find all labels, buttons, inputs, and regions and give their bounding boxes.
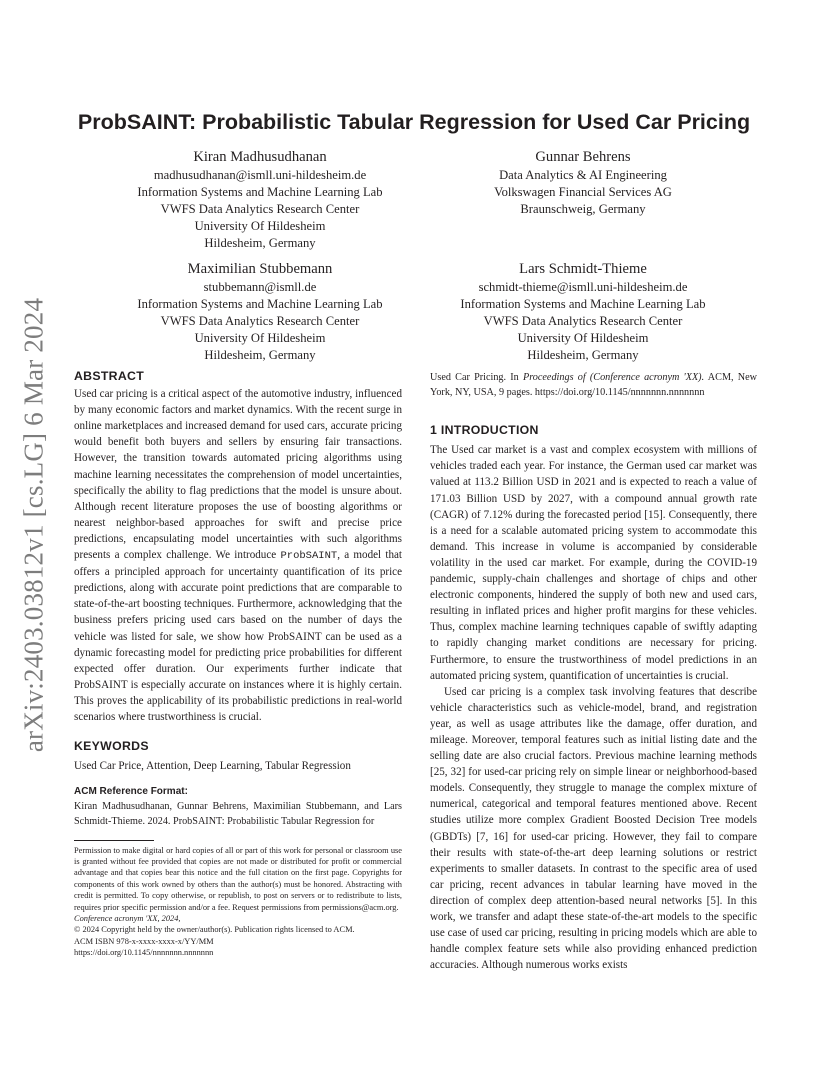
author-affiliation: Data Analytics & AI Engineering <box>499 168 667 182</box>
introduction-heading: 1 INTRODUCTION <box>430 423 539 438</box>
author-affiliation: VWFS Data Analytics Research Center <box>160 201 360 216</box>
author-location: Hildesheim, Germany <box>204 235 316 250</box>
author-affiliation: Information Systems and Machine Learning Lab <box>137 184 383 199</box>
author-affiliation: Information Systems and Machine Learning Lab <box>460 296 706 311</box>
model-name: ProbSAINT <box>280 550 338 563</box>
keywords-text: Used Car Price, Attention, Deep Learning, Tabular Regression <box>74 760 351 773</box>
author-affiliation: VWFS Data Analytics Research Center <box>483 313 683 328</box>
rights-line: © 2024 Copyright held by the owner/author(s). Publication rights licensed to ACM. <box>74 925 355 935</box>
ccs-suffix: ACM, New York, NY, USA, 9 pages. https://doi.org/10.1145/nnnnnnn.nnnnnnn <box>430 372 758 398</box>
arxiv-identifier: arXiv:2403.03812v1 [cs.LG] 6 Mar 2024 <box>18 297 49 753</box>
author-email: stubbemann@ismll.de <box>203 280 317 294</box>
abstract-text <box>74 386 402 725</box>
author-name: Gunnar Behrens <box>535 149 631 165</box>
footnote-divider <box>74 840 154 841</box>
author-affiliation: University Of Hildesheim <box>194 218 326 233</box>
acm-reference-heading: ACM Reference Format: <box>74 786 188 798</box>
acm-reference-text: Kiran Madhusudhanan, Gunnar Behrens, Maximilian Stubbemann, and Lars Schmidt-Thieme. 2024. ProbSAINT: Probabilistic Tabular Regression for <box>74 801 402 827</box>
author-affiliation: Information Systems and Machine Learning Lab <box>137 296 383 311</box>
author-block-4 <box>418 260 748 364</box>
copyright-block <box>74 845 402 959</box>
author-name: Maximilian Stubbemann <box>187 261 333 277</box>
right-column <box>430 371 757 973</box>
author-email: madhusudhanan@ismll.uni-hildesheim.de <box>153 168 367 182</box>
author-name: Lars Schmidt-Thieme <box>519 261 647 277</box>
author-location: Braunschweig, Germany <box>520 201 646 216</box>
acm-reference-continued <box>430 371 757 400</box>
left-column <box>74 368 402 959</box>
conference-line: Conference acronym 'XX, 2024, <box>74 913 181 923</box>
permission-notice: Permission to make digital or hard copies of all or part of this work for personal or classroom use is granted without fee provided that copies are not made or distributed for profit or commercial advantage and that copies bear this notice and the full citation on the first page. Copyrights for components of this work owned by others than the author(s) must be honored. Abstracting with credit is permitted. To copy otherwise, or republish, to post on servers or to redistribute to lists, requires prior specific permission and/or a fee. Request permissions from permissions@acm.org. <box>74 845 402 912</box>
doi-line: https://doi.org/10.1145/nnnnnnn.nnnnnnn <box>74 948 214 958</box>
author-email: schmidt-thieme@ismll.uni-hildesheim.de <box>478 280 688 294</box>
author-block-3 <box>95 260 425 364</box>
author-location: Hildesheim, Germany <box>527 347 639 362</box>
author-affiliation: VWFS Data Analytics Research Center <box>160 313 360 328</box>
paper-title: ProbSAINT: Probabilistic Tabular Regression for Used Car Pricing <box>77 110 751 134</box>
introduction-paragraph-2: Used car pricing is a complex task involving features that describe vehicle characteristics such as vehicle-model, brand, and registration year, as well as usage attributes like the damage, offer duration, and mileage. Moreover, temporal features such as initial listing date and the selling date are also crucial factors. Previous machine learning methods [25, 32] for used-car pricing rely on simple linear or neighborhood-based models. Consequently, they struggle to manage the complex mixture of numerical, categorical and temporal features mentioned above. Recent studies utilize more complex Gradient Boosted Decision Tree models (GBDTs) [7, 16] for used-car pricing. However, they fail to compare their results with state-of-the-art deep learning solutions or restrict experiments to smaller datasets. In contrast to the specific area of used car pricing, recent advances in tabular learning have moved in the direction of complex deep attention-based neural networks [5]. In this work, we transfer and adapt these state-of-the-art models to the specific use case of used car pricing, resulting in pricing models which are able to handle complex feature sets while also providing enhanced prediction accuracies. Although numerous works exists <box>430 685 757 972</box>
ccs-prefix: Used Car Pricing. In <box>430 372 523 383</box>
author-name: Kiran Madhusudhanan <box>193 149 327 165</box>
ccs-proceedings: Proceedings of (Conference acronym 'XX). <box>522 372 705 383</box>
author-affiliation: Volkswagen Financial Services AG <box>494 184 672 199</box>
introduction-paragraph-1: The Used car market is a vast and complex ecosystem with millions of vehicles traded each year. For instance, the German used car market was valued at 113.2 Billion USD in 2021 and is expected to reach a value of 171.03 Billion USD by 2027, with a compound annual growth rate (CAGR) of 7.12% during the forecasted period [15]. Consequently, there is a need for a scalable automated pricing system to accommodate this demand. This increase in volume is accompanied by considerable volatility in the used car market. For example, during the COVID-19 pandemic, supply-chain challenges and shortage of chips and other electronic components, hindered the supply of both new and used cars, resulting in inflated prices and higher profit margins for these vehicles. Thus, complex machine learning techniques capable of swiftly adapting to rapidly changing market conditions are necessary for pricing. Furthermore, to ensure the trustworthiness of model predictions in an automated pricing system, quantification of uncertainties is crucial. <box>430 444 757 682</box>
abstract-text-part: , a model that offers a principled approach for uncertainty quantification of its price predictions, along with accurate point predictions that are comparable to state-of-the-art boosting techniques. Furthermore, acknowledging that the business prefers pricing used cars based on the number of days the vehicle was listed for sale, we show how ProbSAINT can be used as a dynamic forecasting model for predicting price probabilities for different expected offer duration. Our experiments further indicate that ProbSAINT is especially accurate on instances where it is highly certain. This proves the applicability of its probabilistic predictions in real-world scenarios where trustworthiness is crucial. <box>74 549 403 723</box>
author-location: Hildesheim, Germany <box>204 347 316 362</box>
keywords-heading: KEYWORDS <box>74 739 149 754</box>
arxiv-sidebar <box>14 290 54 760</box>
author-block-2 <box>418 148 748 218</box>
abstract-heading: ABSTRACT <box>74 369 145 383</box>
abstract-text-part: Used car pricing is a critical aspect of the automotive industry, influenced by many economic factors and market dynamics. With the recent surge in online marketplaces and increased demand for used cars, accurate pricing would benefit both buyers and sellers by ensuring fair transactions. However, the transition towards automated pricing algorithms using machine learning necessitates the comprehension of model uncertainties, specifically the ability to flag predictions that the model is unsure about. Although recent literature proposes the use of boosting algorithms or nearest neighbor-based approaches for swift and precise price predictions, encapsulating model uncertainties with such algorithms presents a complex challenge. We introduce <box>74 388 402 562</box>
author-block-1 <box>95 148 425 252</box>
isbn-line: ACM ISBN 978-x-xxxx-xxxx-x/YY/MM <box>74 936 214 946</box>
author-affiliation: University Of Hildesheim <box>194 330 326 345</box>
author-affiliation: University Of Hildesheim <box>517 330 649 345</box>
